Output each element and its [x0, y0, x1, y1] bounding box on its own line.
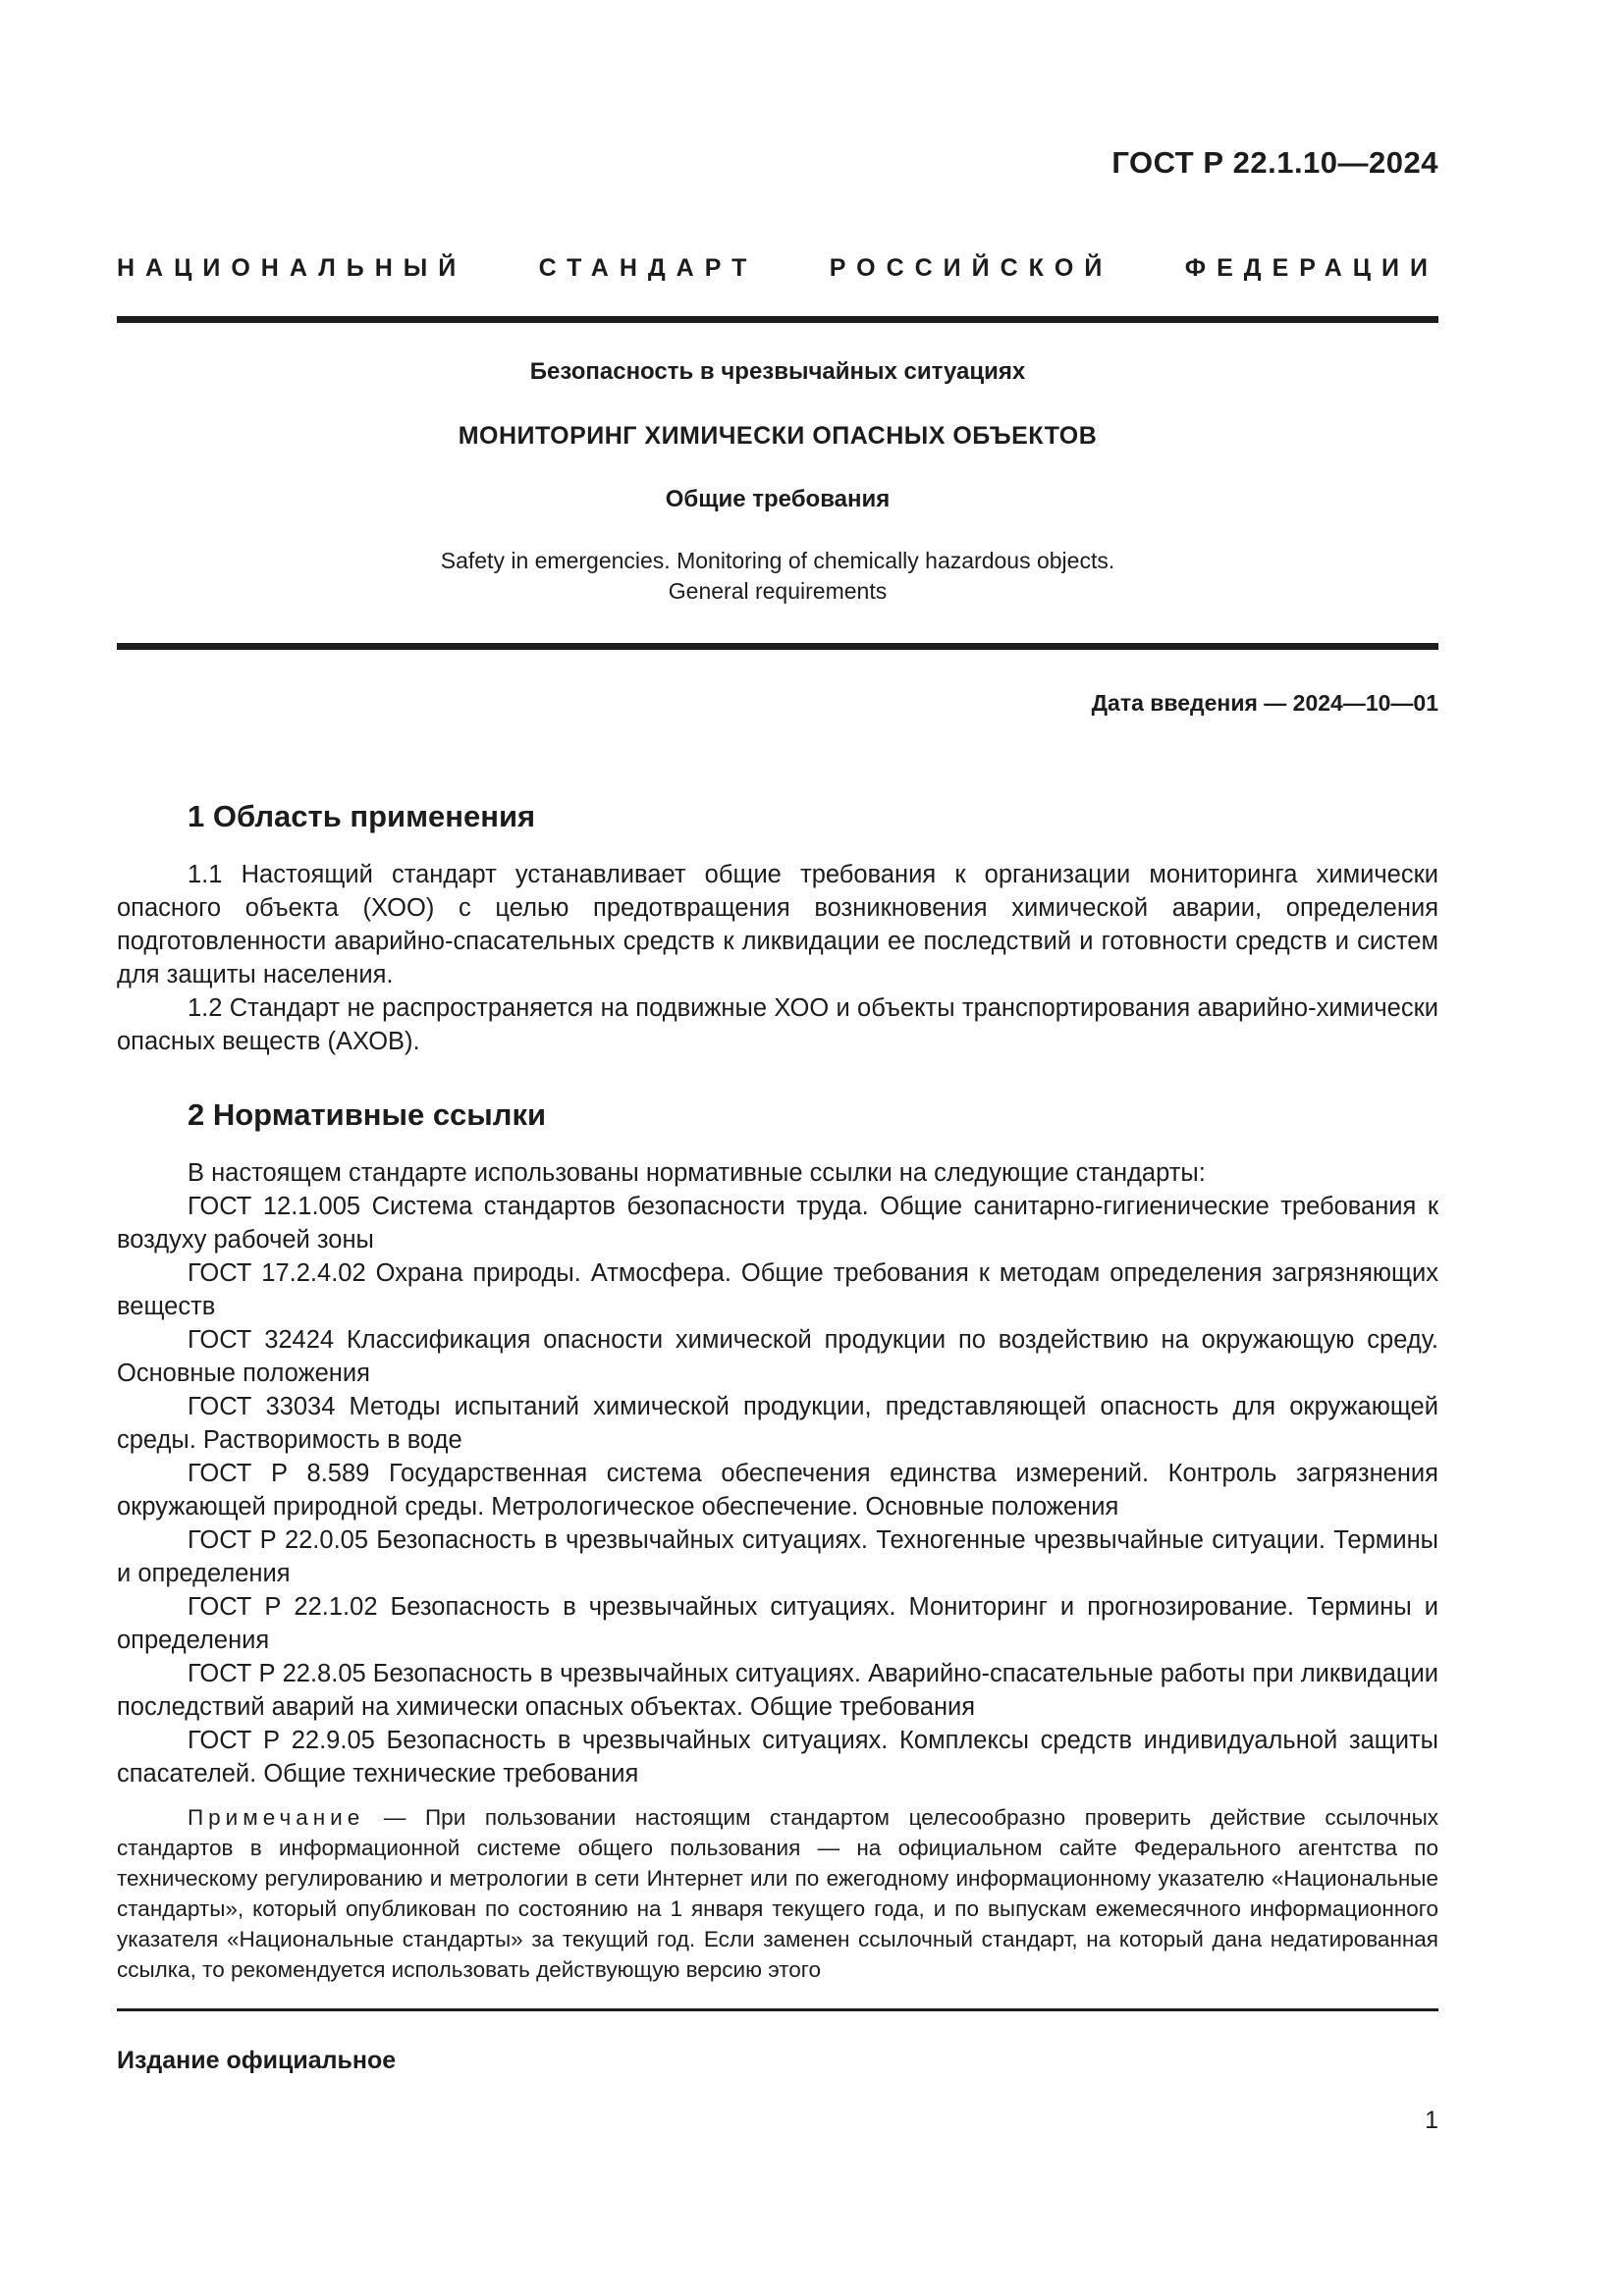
note-text: — При пользовании настоящим стандартом целесообразно проверить действие ссылочных стандартов в информационной системе общего пользования — на официальном сайте Федерального агентства по техническому регулированию и метрологии в сети Интернет или по ежегодному информационному указателю «Национальные стандарты», который опубликован по состоянию на 1 января текущего года, и по выпускам ежемесячного информационного указателя «Национальные стандарты» за текущий год. Если заменен ссылочный стандарт, на который дана недатированная ссылка, то рекомендуется использовать действующую версию этого	[117, 1805, 1438, 1982]
document-code: ГОСТ Р 22.1.10—2024	[1111, 145, 1438, 180]
reference-item: ГОСТ 12.1.005 Система стандартов безопасности труда. Общие санитарно-гигиенические требования к воздуху рабочей зоны	[117, 1193, 1438, 1254]
top-divider	[117, 316, 1438, 323]
reference-item: ГОСТ Р 22.8.05 Безопасность в чрезвычайных ситуациях. Аварийно-спасательные работы при ликвидации последствий аварий на химически опасных объектах. Общие требования	[117, 1660, 1438, 1721]
note-label: Примечание	[188, 1805, 365, 1830]
reference-item: ГОСТ 32424 Классификация опасности химической продукции по воздействию на окружающую среду. Основные положения	[117, 1326, 1438, 1387]
note	[117, 1802, 1438, 1985]
introduction-date: Дата введения — 2024—10—01	[1091, 690, 1438, 716]
paragraph: 1.2 Стандарт не распространяется на подвижные ХОО и объекты транспортирования аварийно-химически опасных веществ (АХОВ).	[117, 994, 1438, 1055]
national-standard-banner: НАЦИОНАЛЬНЫЙ СТАНДАРТ РОССИЙСКОЙ ФЕДЕРАЦИИ	[117, 254, 1438, 282]
section-scope	[117, 797, 1438, 1058]
reference-list	[117, 1190, 1438, 1790]
reference-item: ГОСТ 17.2.4.02 Охрана природы. Атмосфера. Общие требования к методам определения загрязняющих веществ	[117, 1259, 1438, 1320]
reference-item: ГОСТ Р 8.589 Государственная система обеспечения единства измерений. Контроль загрязнения окружающей природной среды. Метрологическое обеспечение. Основные положения	[117, 1460, 1438, 1521]
title-english-line-1: Safety in emergencies. Monitoring of chemically hazardous objects.	[440, 548, 1115, 573]
references-intro: В настоящем стандарте использованы нормативные ссылки на следующие стандарты:	[188, 1159, 1206, 1187]
reference-item: ГОСТ Р 22.1.02 Безопасность в чрезвычайных ситуациях. Мониторинг и прогнозирование. Термины и определения	[117, 1593, 1438, 1654]
document-page	[117, 0, 1438, 2296]
footer-divider	[117, 2008, 1438, 2011]
section-heading: 2 Нормативные ссылки	[188, 1097, 547, 1132]
reference-item: ГОСТ Р 22.0.05 Безопасность в чрезвычайных ситуациях. Техногенные чрезвычайные ситуации. Термины и определения	[117, 1526, 1438, 1587]
title-subtitle: Общие требования	[665, 486, 891, 512]
edition-label: Издание официальное	[117, 2047, 397, 2074]
section-heading: 1 Область применения	[188, 799, 536, 833]
title-main: МОНИТОРИНГ ХИМИЧЕСКИ ОПАСНЫХ ОБЪЕКТОВ	[458, 422, 1098, 450]
title-english-line-2: General requirements	[668, 578, 888, 604]
page-number: 1	[1425, 2107, 1438, 2134]
reference-item: ГОСТ 33034 Методы испытаний химической продукции, представляющей опасность для окружающей среды. Растворимость в воде	[117, 1393, 1438, 1454]
title-category: Безопасность в чрезвычайных ситуациях	[529, 358, 1026, 385]
paragraph: 1.1 Настоящий стандарт устанавливает общие требования к организации мониторинга химически опасного объекта (ХОО) с целью предотвращения возникновения химической аварии, определения подготовленности аварийно-спасательных средств к ликвидации ее последствий и готовности средств и систем для защиты населения.	[117, 861, 1438, 988]
section-normative-references	[117, 1095, 1438, 1985]
title-divider	[117, 643, 1438, 650]
reference-item: ГОСТ Р 22.9.05 Безопасность в чрезвычайных ситуациях. Комплексы средств индивидуальной защиты спасателей. Общие технические требования	[117, 1727, 1438, 1788]
title-english	[117, 546, 1438, 607]
